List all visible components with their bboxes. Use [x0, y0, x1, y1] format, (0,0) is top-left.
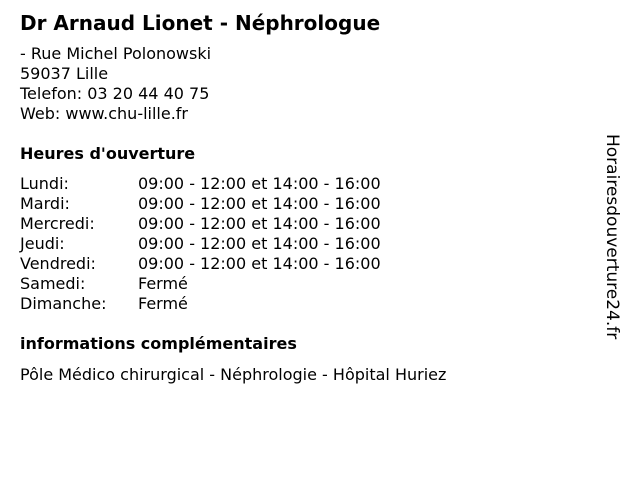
- hours-row-dimanche: [20, 294, 381, 314]
- day-label: Vendredi:: [20, 254, 96, 273]
- address-street: - Rue Michel Polonowski: [20, 44, 212, 63]
- time-value: Fermé: [138, 294, 188, 313]
- time-value: 09:00 - 12:00 et 14:00 - 16:00: [138, 174, 381, 193]
- contact-block: [20, 44, 211, 124]
- day-label: Mercredi:: [20, 214, 95, 233]
- phone-number: Telefon: 03 20 44 40 75: [20, 84, 210, 103]
- info-heading: informations complémentaires: [20, 334, 297, 353]
- hours-row-mardi: [20, 194, 381, 214]
- hours-row-samedi: [20, 274, 381, 294]
- day-label: Lundi:: [20, 174, 69, 193]
- day-label: Dimanche:: [20, 294, 107, 313]
- time-value: Fermé: [138, 274, 188, 293]
- day-label: Samedi:: [20, 274, 86, 293]
- hours-row-mercredi: [20, 214, 381, 234]
- hours-heading: Heures d'ouverture: [20, 144, 196, 163]
- opening-hours-table: [20, 174, 381, 314]
- day-label: Jeudi:: [20, 234, 65, 253]
- website-link: Web: www.chu-lille.fr: [20, 104, 189, 123]
- hours-row-lundi: [20, 174, 381, 194]
- time-value: 09:00 - 12:00 et 14:00 - 16:00: [138, 194, 381, 213]
- info-text: Pôle Médico chirurgical - Néphrologie - Hôpital Huriez: [20, 365, 447, 384]
- site-watermark: Horairesdouverture24.fr: [602, 134, 622, 340]
- hours-row-vendredi: [20, 254, 381, 274]
- time-value: 09:00 - 12:00 et 14:00 - 16:00: [138, 214, 381, 233]
- hours-row-jeudi: [20, 234, 381, 254]
- address-city: 59037 Lille: [20, 64, 109, 83]
- day-label: Mardi:: [20, 194, 70, 213]
- page-title: Dr Arnaud Lionet - Néphrologue: [20, 11, 381, 35]
- time-value: 09:00 - 12:00 et 14:00 - 16:00: [138, 254, 381, 273]
- time-value: 09:00 - 12:00 et 14:00 - 16:00: [138, 234, 381, 253]
